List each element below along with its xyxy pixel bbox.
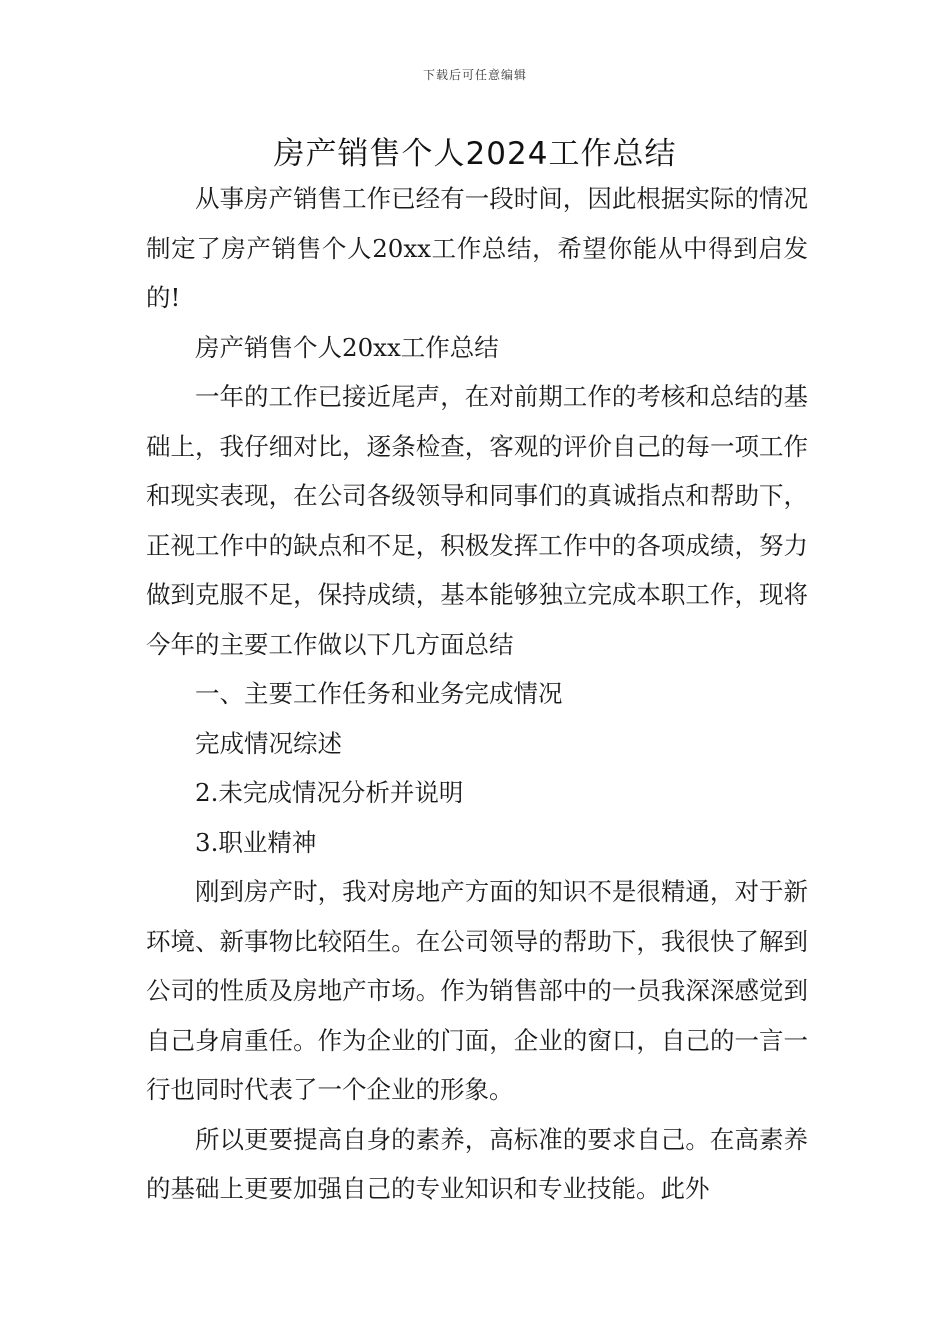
overview-paragraph: 一年的工作已接近尾声，在对前期工作的考核和总结的基础上，我仔细对比，逐条检查，客观的评价自己的每一项工作和现实表现，在公司各级领导和同事们的真诚指点和帮助下，正视工作中的缺点和不足，积极发挥工作中的各项成绩，努力做到克服不足，保持成绩，基本能够独立完成本职工作，现将今年的主要工作做以下几方面总结 — [146, 382, 808, 659]
subsection-heading: 2.未完成情况分析并说明 — [195, 778, 464, 807]
document-title: 房产销售个人2024工作总结 — [273, 136, 677, 172]
body-paragraph: 刚到房产时，我对房地产方面的知识不是很精通，对于新环境、新事物比较陌生。在公司领导的帮助下，我很快了解到公司的性质及房地产市场。作为销售部中的一员我深深感觉到自己身肩重任。作为企业的门面，企业的窗口，自己的一言一行也同时代表了一个企业的形象。 — [146, 877, 808, 1104]
document-body — [146, 174, 808, 1214]
body-paragraph: 所以更要提高自身的素养，高标准的要求自己。在高素养的基础上更要加强自己的专业知识和专业技能。此外 — [146, 1124, 808, 1203]
intro-paragraph: 从事房产销售工作已经有一段时间，因此根据实际的情况制定了房产销售个人20xx工作总结，希望你能从中得到启发的! — [146, 184, 808, 312]
subtitle-paragraph: 房产销售个人20xx工作总结 — [195, 332, 499, 362]
header-note: 下载后可任意编辑 — [422, 68, 527, 82]
section-heading: 一、主要工作任务和业务完成情况 — [195, 679, 563, 708]
subsection-heading: 3.职业精神 — [195, 827, 317, 857]
subsection-heading: 完成情况综述 — [195, 728, 342, 758]
